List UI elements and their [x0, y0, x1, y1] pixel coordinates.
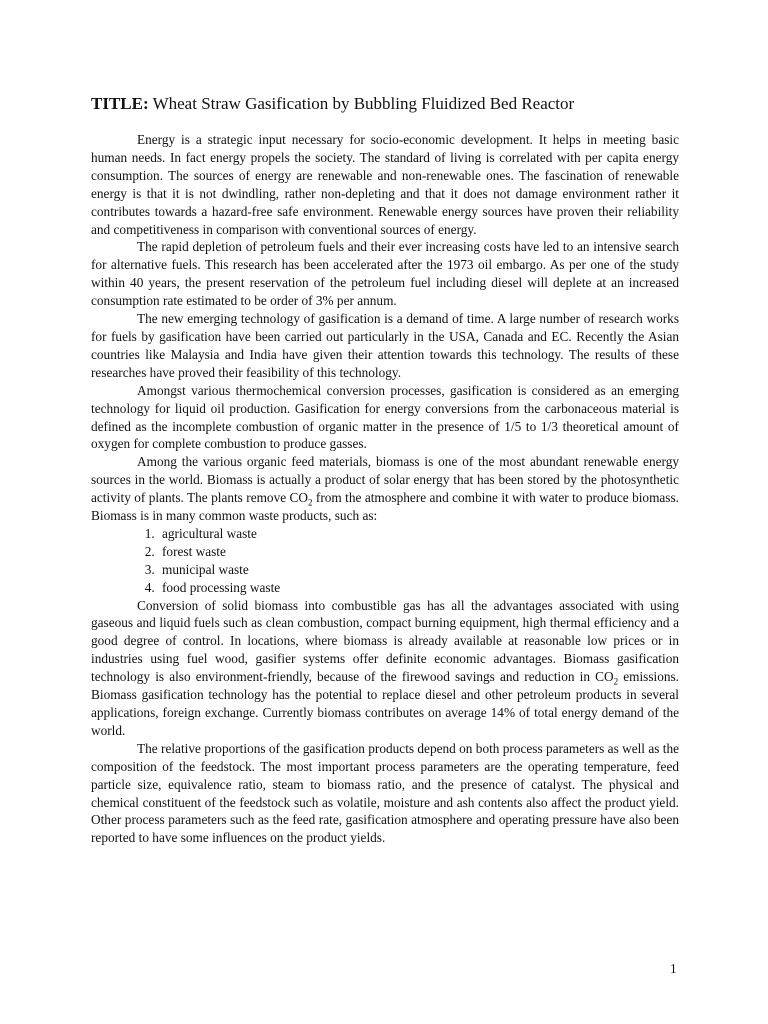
title-label: TITLE: [91, 94, 149, 113]
paragraph-energy: Energy is a strategic input necessary for socio-economic development. It helps in meeting basic human needs. In fact energy propels the society. The standard of living is correlated with per capita energy consumption. The sources of energy are renewable and non-renewable ones. The fascination of renewable energy is that it is not dwindling, rather non-depleting and that it does not damage environment rather it contributes towards a hazard-free safe environment. Renewable energy sources have proven their reliability and competitiveness in comparison with conventional sources of energy. [91, 132, 679, 237]
conversion-subscript: 2 [613, 676, 619, 687]
paragraph-gasification-demand: The new emerging technology of gasification is a demand of time. A large number of research works for fuels by gasification have been carried out particularly in the USA, Canada and EC. Recently the Asian countries like Malaysia and India have given their attention towards this technology. The results of these researches have proved their feasibility of this technology. [91, 311, 679, 380]
list-item: 3. municipal waste [158, 561, 679, 579]
paragraph-depletion: The rapid depletion of petroleum fuels and their ever increasing costs have led to an intensive search for alternative fuels. This research has been accelerated after the 1973 oil embargo. As per one of the study within 40 years, the present reservation of the petroleum fuel including diesel will deplete at an increased consumption rate estimated to be order of 3% per annum. [91, 239, 679, 309]
document-body [91, 131, 679, 847]
paragraph-process-parameters: The relative proportions of the gasification products depend on both process parameters as well as the composition of the feedstock. The most important process parameters are the operating temperature, feed particle size, equivalence ratio, steam to biomass ratio, and the presence of catalyst. The physical and chemical constituent of the feedstock such as volatile, moisture and ash contents also affect the product yield. Other process parameters such as the feed rate, gasification atmosphere and operating pressure have also been reported to have some influences on the product yields. [91, 740, 679, 846]
waste-list [91, 525, 679, 597]
document-title [91, 93, 574, 115]
list-item: 4. food processing waste [158, 579, 679, 597]
conversion-text-after: emissions. Biomass gasification technology has the potential to replace diesel and other petroleum products in several applications, foreign exchange. Currently biomass contributes on average 14% of total energy demand of the world. [91, 669, 679, 738]
page-number: 1 [670, 961, 677, 976]
title-text: Wheat Straw Gasification by Bubbling Fluidized Bed Reactor [152, 94, 575, 113]
paragraph-thermochemical: Amongst various thermochemical conversion processes, gasification is considered as an emerging technology for liquid oil production. Gasification for energy conversions from the carbonaceous material is defined as the incomplete combustion of organic matter in the presence of 1/5 to 1/3 theoretical amount of oxygen for complete combustion to produce gasses. [91, 382, 679, 452]
list-item: 1. agricultural waste [158, 525, 679, 543]
list-item: 2. forest waste [158, 543, 679, 561]
paragraph-conversion [91, 597, 679, 740]
biomass-text-after: from the atmosphere and combine it with water to produce biomass. Biomass is in many common waste products, such as: [91, 490, 679, 524]
biomass-subscript: 2 [308, 497, 313, 508]
paragraph-biomass [91, 453, 679, 525]
biomass-text-before: Among the various organic feed materials, biomass is one of the most abundant renewable energy sources in the world. Biomass is actually a product of solar energy that has been stored by the photosynthetic activity of plants. The plants remove CO [91, 454, 679, 506]
conversion-text-before: Conversion of solid biomass into combustible gas has all the advantages associated with using gaseous and liquid fuels such as clean combustion, compact burning equipment, high thermal efficiency and a good degree of control. In locations, where biomass is already available at reasonable low prices or in industries using fuel wood, gasifier systems offer definite economic advantages. Biomass gasification technology is also environment-friendly, because of the firewood savings and reduction in CO [91, 597, 679, 685]
